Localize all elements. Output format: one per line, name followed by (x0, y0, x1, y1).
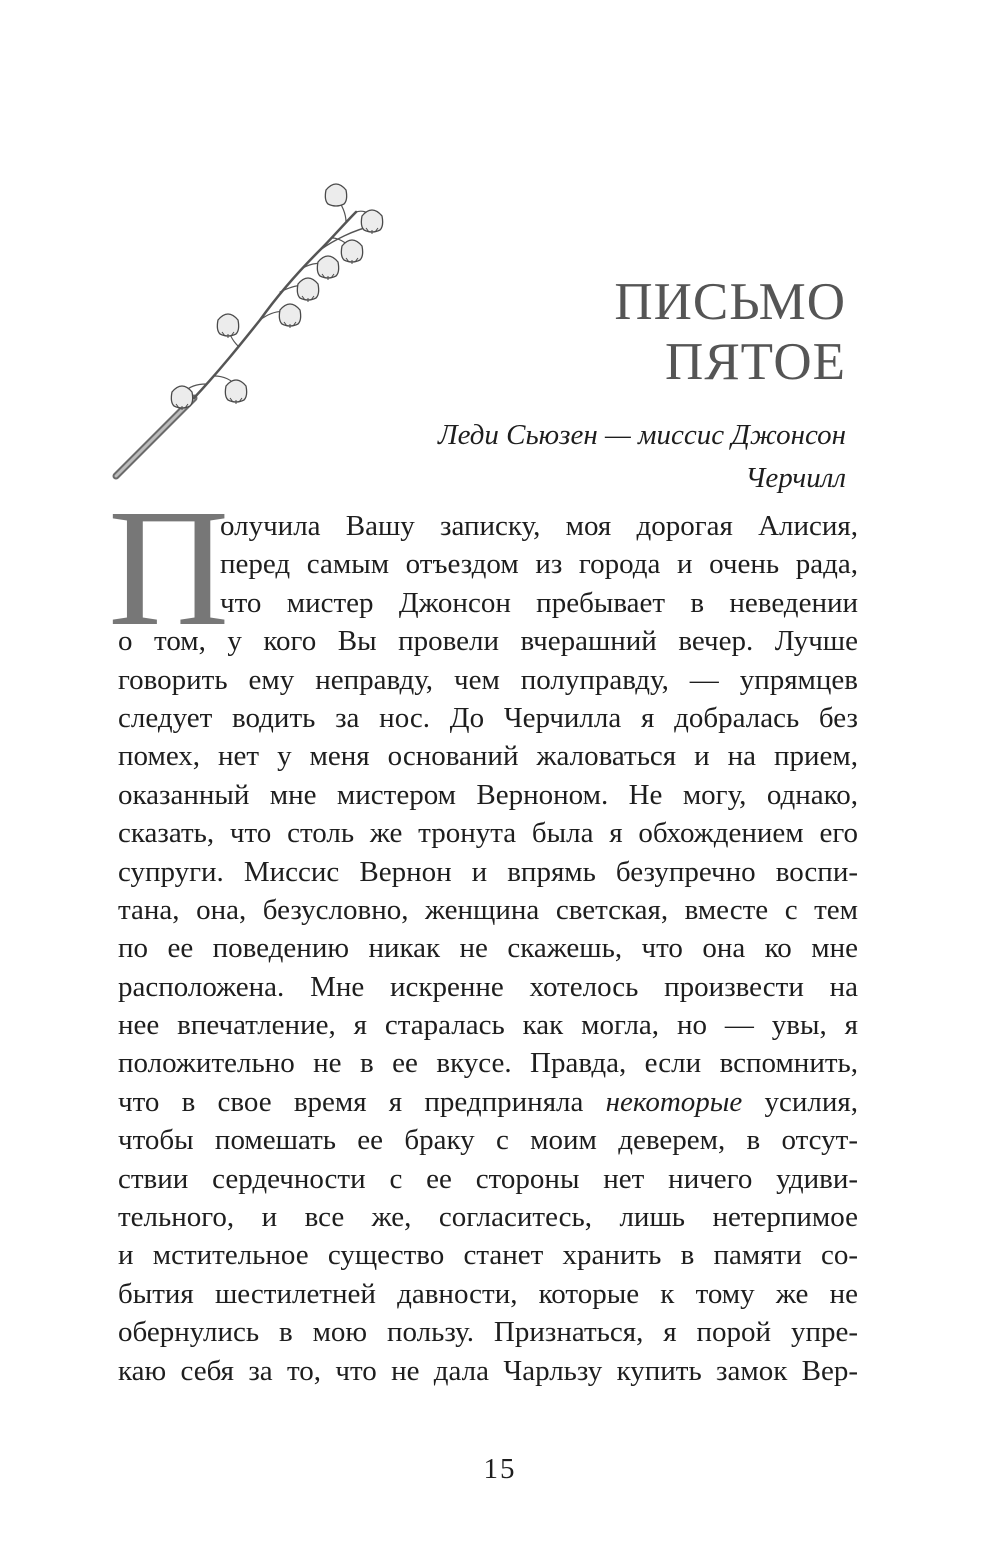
letter-subtitle (438, 414, 846, 500)
text-line: бытия шестилетней давности, которые к тому же не (118, 1277, 858, 1310)
text-line: расположена. Мне искренне хотелось произвести на (118, 970, 858, 1003)
text-line: тельного, и все же, согласитесь, лишь нетерпимое (118, 1201, 858, 1234)
text-line: что мистер Джонсон пребывает в неведении (220, 586, 858, 619)
text-line-with-emphasis (118, 1083, 858, 1121)
chapter-title-line-2: ПЯТОЕ (665, 333, 846, 391)
text-line: сказать, что столь же тронута была я обхождением его (118, 817, 858, 850)
page-number: 15 (483, 1453, 517, 1485)
text-line: тана, она, безусловно, женщина светская, вместе с тем (118, 893, 858, 926)
text-line: положительно не в ее вкусе. Правда, если вспомнить, (118, 1047, 858, 1080)
subtitle-line-2: Черчилл (745, 462, 846, 494)
text-line: помех, нет у меня оснований жаловаться и на прием, (118, 740, 858, 773)
text-line: оказанный мне мистером Верноном. Не могу, однако, (118, 778, 858, 811)
text-line: о том, у кого Вы провели вчерашний вечер. Лучше (118, 625, 858, 658)
text-segment: что в свое время я предприняла (118, 1085, 584, 1118)
text-segment: усилия, (764, 1085, 859, 1118)
body-text (118, 507, 858, 1390)
text-line: говорить ему неправду, чем полуправду, — упрямцев (118, 663, 858, 696)
text-line: и мстительное существо станет хранить в памяти со- (118, 1239, 858, 1272)
text-line: супруги. Миссис Вернон и впрямь безупречно воспи- (118, 855, 858, 888)
text-line: каю себя за то, что не дала Чарльзу купить замок Вер- (118, 1354, 858, 1387)
chapter-title-line-1: ПИСЬМО (614, 273, 846, 331)
text-line: ствии сердечности с ее стороны нет ничего удиви- (118, 1162, 858, 1195)
text-line: перед самым отъездом из города и очень рада, (220, 548, 858, 581)
text-line: обернулись в мою пользу. Признаться, я порой упре- (118, 1316, 858, 1349)
text-line: по ее поведению никак не скажешь, что она ко мне (118, 932, 858, 965)
text-line: чтобы помешать ее браку с моим деверем, в отсут- (118, 1124, 858, 1157)
text-line: следует водить за нос. До Черчилла я добралась без (118, 701, 858, 734)
drop-cap: П (108, 475, 230, 661)
text-line: олучила Вашу записку, моя дорогая Алисия, (220, 510, 858, 542)
text-line: нее впечатление, я старалась как могла, но — увы, я (118, 1009, 858, 1042)
subtitle-line-1: Леди Сьюзен — миссис Джонсон (437, 419, 846, 451)
emphasized-word: некоторые (605, 1085, 743, 1118)
lily-of-the-valley-illustration (110, 180, 400, 480)
chapter-title (614, 272, 846, 392)
